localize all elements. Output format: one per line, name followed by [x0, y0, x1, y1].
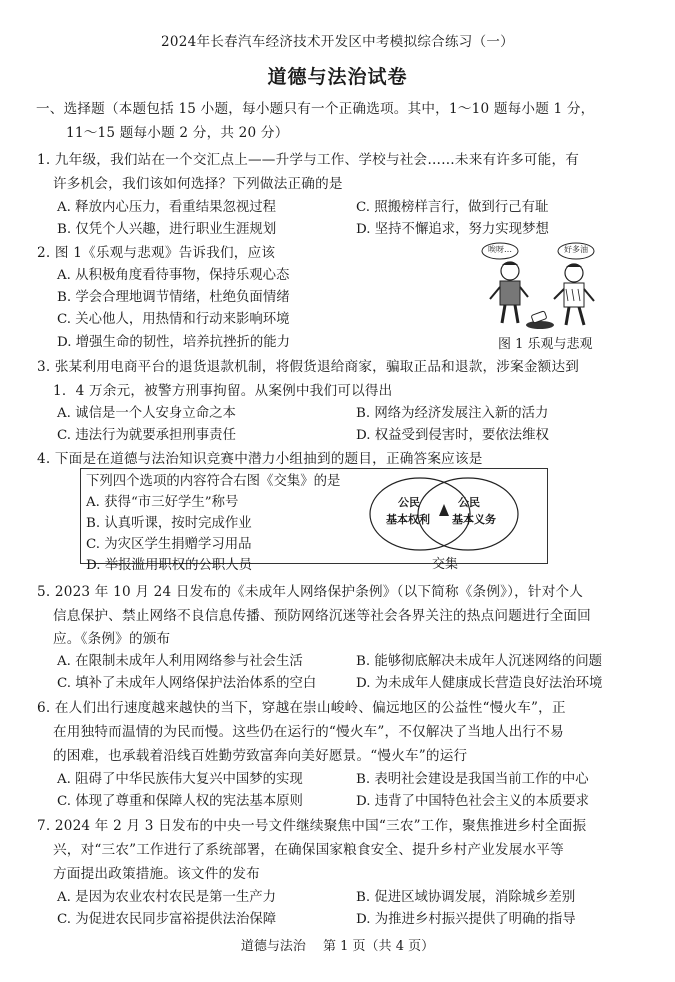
- section-instructions-line1: 一、选择题（本题包括 15 小题，每小题只有一个正确选项。其中，1～10 题每小题 1 分，: [36, 101, 595, 117]
- q6-stem-line3: 的困难，也承载着沿线百姓勤劳致富奔向美好愿景。“慢火车”的运行: [53, 748, 468, 764]
- q6-stem-line2: 在用独特而温情的为民而慢。这些仍在运行的“慢火车”，不仅解决了当地人出行不易: [53, 724, 564, 740]
- venn-right-label: 基本义务: [452, 513, 496, 526]
- q7-option-d: D. 为推进乡村振兴提供了明确的指导: [356, 912, 576, 927]
- q7-option-a: A. 是因为农业农村农民是第一生产力: [57, 890, 277, 905]
- q4-option-b: B. 认真听课，按时完成作业: [86, 516, 252, 531]
- q7-stem-line3: 方面提出政策措施。该文件的发布: [53, 866, 260, 882]
- q4-box-title: 下列四个选项的内容符合右图《交集》的是: [86, 474, 341, 489]
- q1-option-b: B. 仅凭个人兴趣，进行职业生涯规划: [57, 222, 277, 237]
- venn-left-title: 公民: [398, 496, 420, 509]
- q3-stem-line2: 1．4 万余元，被警方刑事拘留。从案例中我们可以得出: [53, 383, 393, 399]
- bubble-left-text: [482, 333, 483, 334]
- q6-option-b: B. 表明社会建设是我国当前工作的中心: [356, 772, 589, 787]
- q7-option-b: B. 促进区域协调发展，消除城乡差别: [356, 890, 576, 905]
- bubble-left-label: 唉呀…: [488, 245, 512, 254]
- section-instructions-line2: 11～15 题每小题 2 分，共 20 分）: [66, 125, 289, 141]
- q5-option-d: D. 为未成年人健康成长营造良好法治环境: [356, 676, 603, 691]
- q3-stem-line1: 3. 张某利用电商平台的退货退款机制，将假货退给商家，骗取正品和退款，涉案金额达到: [37, 359, 580, 375]
- venn-caption: 交集: [432, 557, 459, 572]
- q4-stem: 4. 下面是在道德与法治知识竞赛中潜力小组抽到的题目，正确答案应该是: [37, 451, 483, 467]
- q1-stem-line2: 许多机会，我们该如何选择？下列做法正确的是: [53, 176, 343, 192]
- q3-option-a: A. 诚信是一个人安身立命之本: [57, 406, 236, 421]
- q1-option-a: A. 释放内心压力，看重结果忽视过程: [57, 200, 277, 215]
- q4-option-a: A. 获得“市三好学生”称号: [86, 495, 239, 510]
- q6-option-d: D. 违背了中国特色社会主义的本质要求: [356, 794, 590, 809]
- exam-header: 2024年长春汽车经济技术开发区中考模拟综合练习（一）: [161, 34, 514, 50]
- q5-stem-line2: 信息保护、禁止网络不良信息传播、预防网络沉迷等社会各界关注的热点问题进行全面回: [53, 608, 591, 624]
- q5-stem-line3: 应。《条例》的颁布: [53, 631, 171, 647]
- figure1-caption: 图 1 乐观与悲观: [498, 337, 593, 352]
- q5-option-c: C. 填补了未成年人网络保护法治体系的空白: [57, 676, 317, 691]
- q2-option-b: B. 学会合理地调节情绪，杜绝负面情绪: [57, 290, 290, 305]
- q6-option-a: A. 阻碍了中华民族伟大复兴中国梦的实现: [57, 772, 303, 787]
- subject-title: 道德与法治试卷: [267, 66, 408, 88]
- q1-stem-line1: 1. 九年级，我们站在一个交汇点上——升学与工作、学校与社会……未来有许多可能，有: [37, 152, 580, 168]
- q2-stem: 2. 图 1《乐观与悲观》告诉我们，应该: [37, 245, 276, 261]
- q3-option-c: C. 违法行为就要承担刑事责任: [57, 428, 236, 443]
- q2-option-d: D. 增强生命的韧性，培养抗挫折的能力: [57, 335, 291, 350]
- q7-option-c: C. 为促进农民同步富裕提供法治保障: [57, 912, 277, 927]
- q2-option-a: A. 从积极角度看待事物，保持乐观心态: [57, 268, 290, 283]
- q2-option-c: C. 关心他人，用热情和行动来影响环境: [57, 312, 290, 327]
- venn-left-label: 基本权利: [386, 513, 430, 526]
- q6-option-c: C. 体现了尊重和保障人权的宪法基本原则: [57, 794, 303, 809]
- q5-stem-line1: 5. 2023 年 10 月 24 日发布的《未成年人网络保护条例》（以下简称《条例》），针对个人: [37, 584, 584, 600]
- venn-right-title: 公民: [458, 496, 480, 509]
- bubble-right-label: 好多油: [564, 245, 588, 254]
- q6-stem-line1: 6. 在人们出行速度越来越快的当下，穿越在崇山峻岭、偏远地区的公益性“慢火车”，正: [37, 700, 566, 716]
- q1-option-d: D. 坚持不懈追求，努力实现梦想: [356, 222, 549, 237]
- q3-option-d: D. 权益受到侵害时，要依法维权: [356, 428, 549, 443]
- q7-stem-line2: 兴，对“三农”工作进行了系统部署，在确保国家粮食安全、提升乡村产业发展水平等: [53, 842, 564, 858]
- q5-option-a: A. 在限制未成年人利用网络参与社会生活: [57, 654, 303, 669]
- page-footer: 道德与法治 第 1 页（共 4 页）: [240, 939, 435, 954]
- q4-option-c: C. 为灾区学生捐赠学习用品: [86, 537, 252, 552]
- q3-option-b: B. 网络为经济发展注入新的活力: [356, 406, 549, 421]
- q5-option-b: B. 能够彻底解决未成年人沉迷网络的问题: [356, 654, 602, 669]
- intersection-triangle-icon: [439, 504, 449, 516]
- q1-option-c: C. 照搬榜样言行，做到行己有耻: [356, 200, 549, 215]
- q7-stem-line1: 7. 2024 年 2 月 3 日发布的中央一号文件继续聚焦中国“三农”工作，聚焦推进乡村全面振: [37, 818, 587, 834]
- q4-option-d: D. 举报滥用职权的公职人员: [86, 558, 253, 573]
